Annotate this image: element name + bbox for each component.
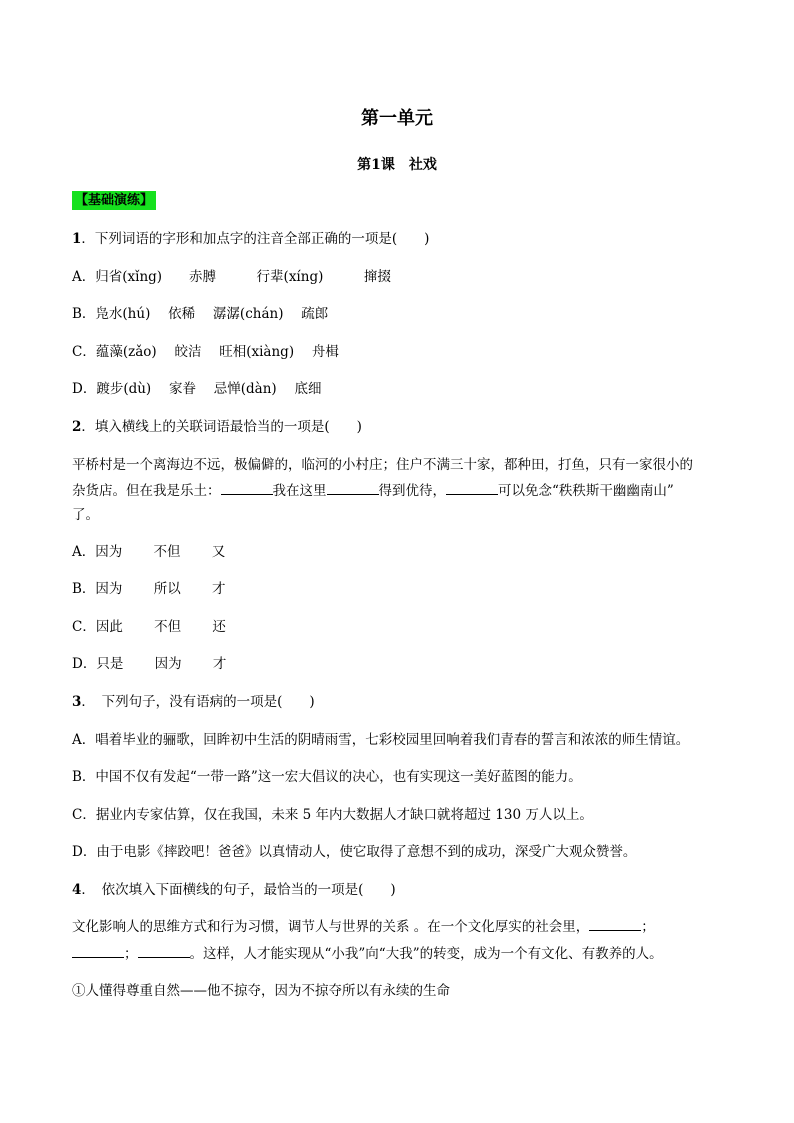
fill-blank xyxy=(221,480,273,495)
question-2-option-a: A．因为 不但 又 xyxy=(72,544,226,560)
question-1-option-a: A．归省(xǐng) 赤膊 行辈(xíng) 撺掇 xyxy=(72,269,391,285)
passage-text: 我在这里 xyxy=(272,483,327,499)
question-4-passage-line-2 xyxy=(72,943,663,964)
question-2-passage-line-3: 了。 xyxy=(72,507,99,523)
fill-blank xyxy=(138,943,190,958)
question-number: 4 xyxy=(72,882,82,898)
question-2-passage-line-2 xyxy=(72,480,674,501)
passage-text: ； xyxy=(124,946,138,962)
fill-blank xyxy=(589,916,641,931)
fill-blank xyxy=(72,943,124,958)
passage-text: 文化影响人的思维方式和行为习惯，调节人与世界的关系 。在一个文化厚实的社会里， xyxy=(72,919,590,935)
question-3-option-c: C．据业内专家估算，仅在我国，未来 5 年内大数据人才缺口就将超过 130 万人以上。 xyxy=(72,807,593,823)
fill-blank xyxy=(446,480,498,495)
passage-text: ； xyxy=(641,919,655,935)
question-3-option-a: A．唱着毕业的骊歌，回眸初中生活的阴晴雨雪，七彩校园里回响着我们青春的誓言和浓浓的师生情谊。 xyxy=(72,732,690,748)
question-1-option-d: D．踱步(dù) 家眷 忌惮(dàn) 底细 xyxy=(72,381,322,397)
question-3-option-d: D．由于电影《摔跤吧！爸爸》以真情动人，使它取得了意想不到的成功，深受广大观众赞誉。 xyxy=(72,844,637,860)
lesson-title: 第1课 社戏 xyxy=(357,157,437,173)
question-2-option-c: C．因此 不但 还 xyxy=(72,619,226,635)
passage-text: 得到优待， xyxy=(378,483,446,499)
question-4-stem xyxy=(72,880,396,900)
question-4-passage-line-1 xyxy=(72,916,655,937)
question-number: 1 xyxy=(72,231,82,247)
passage-text: 可以免念“秩秩斯干幽幽南山” xyxy=(498,483,674,499)
question-number: 3 xyxy=(72,694,82,710)
question-number: 2 xyxy=(72,419,82,435)
question-text: ． 依次填入下面横线的句子，最恰当的一项是( ) xyxy=(81,882,396,898)
question-text: ．下列词语的字形和加点字的注音全部正确的一项是( ) xyxy=(81,231,430,247)
question-2-option-b: B．因为 所以 才 xyxy=(72,581,226,597)
section-badge: 【基础演练】 xyxy=(72,191,156,210)
question-3-stem xyxy=(72,692,315,712)
question-2-passage-line-1: 平桥村是一个离海边不远，极偏僻的，临河的小村庄；住户不满三十家，都种田，打鱼，只有一家很小的 xyxy=(72,457,693,473)
question-text: ．填入横线上的关联词语最恰当的一项是( ) xyxy=(81,419,362,435)
question-1-stem xyxy=(72,229,429,249)
question-1-option-b: B．凫水(hú) 依稀 潺潺(chán) 疏郎 xyxy=(72,306,329,322)
question-2-stem xyxy=(72,417,362,437)
question-1-option-c: C．蕴藻(zǎo) 皎洁 旺相(xiàng) 舟楫 xyxy=(72,344,339,360)
question-text: ． 下列句子，没有语病的一项是( ) xyxy=(81,694,315,710)
question-3-option-b: B．中国不仅有发起“一带一路”这一宏大倡议的决心，也有实现这一美好蓝图的能力。 xyxy=(72,769,582,785)
fill-blank xyxy=(327,480,379,495)
question-4-item-1: ①人懂得尊重自然——他不掠夺，因为不掠夺所以有永续的生命 xyxy=(72,983,450,999)
question-2-option-d: D．只是 因为 才 xyxy=(72,656,227,672)
page-title: 第一单元 xyxy=(361,108,433,129)
passage-text: 杂货店。但在我是乐土： xyxy=(72,483,221,499)
passage-text: 。这样，人才能实现从“小我”向“大我”的转变，成为一个有文化、有教养的人。 xyxy=(189,946,663,962)
